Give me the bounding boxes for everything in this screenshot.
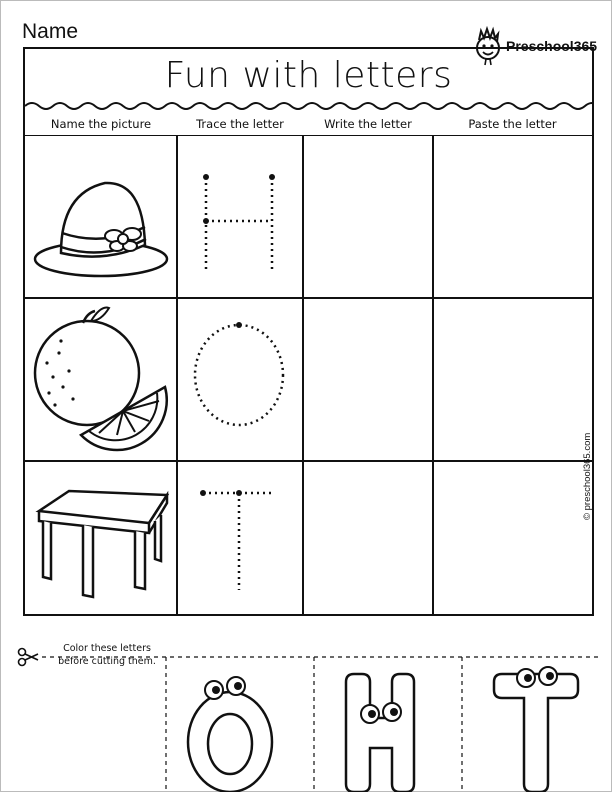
cutout-instruction: Color these letters before cutting them. — [58, 643, 156, 667]
worksheet-title: Fun with letters — [164, 55, 453, 96]
cutout-letter-t[interactable] — [494, 667, 578, 792]
header-write-the-letter: Write the letter — [324, 117, 412, 131]
logo-text: Preschool365 — [506, 38, 598, 54]
cutout-letter-h[interactable] — [346, 674, 414, 792]
header-name-the-picture: Name the picture — [50, 117, 152, 131]
cutout-letter-o[interactable] — [188, 677, 272, 792]
worksheet-table — [23, 47, 594, 616]
table-icon — [39, 491, 167, 597]
header-paste-the-letter: Paste the letter — [468, 117, 557, 131]
orange-icon — [35, 308, 167, 450]
cutout-strip — [0, 624, 612, 792]
trace-letter-t — [200, 490, 275, 590]
trace-letter-o — [195, 322, 283, 425]
header-trace-the-letter: Trace the letter — [196, 117, 284, 131]
name-label: Name — [22, 20, 79, 43]
scissors-icon — [19, 649, 39, 666]
trace-letter-h — [203, 174, 275, 270]
grid-lines — [25, 135, 592, 616]
wavy-divider — [25, 99, 592, 113]
copyright-text: © preschool365.com — [582, 432, 593, 520]
hat-icon — [35, 183, 167, 276]
